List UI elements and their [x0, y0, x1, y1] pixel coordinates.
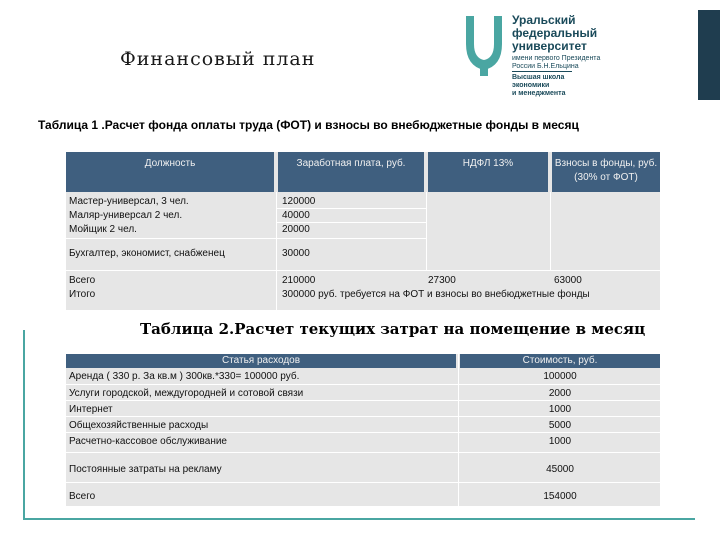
table1-header-cell: Заработная плата, руб. [278, 152, 424, 192]
table1-position-cell: Маляр-универсал 2 чел. [69, 210, 183, 221]
table2-ads-cost: 45000 [546, 464, 574, 475]
premises-costs-table [66, 354, 660, 506]
slide-title: Финансовый план [120, 48, 316, 70]
table-divider [66, 432, 660, 433]
table2-cost-cell: 5000 [548, 420, 572, 431]
table1-salary-cell: 20000 [282, 224, 310, 235]
corner-decoration-bar [698, 10, 720, 100]
table2-cost-cell: 1000 [548, 404, 572, 415]
table1-position-cell: Мастер-универсал, 3 чел. [69, 196, 189, 207]
table1-total-label: Всего [69, 275, 96, 286]
table1-total-ndfl: 27300 [428, 275, 456, 286]
frame-line-left [23, 330, 25, 520]
table1-salary-cell: 120000 [282, 196, 316, 207]
logo-school-line: и менеджмента [512, 90, 566, 97]
table1-position-cell: Бухгалтер, экономист, снабженец [69, 248, 225, 259]
table2-total-label: Всего [69, 491, 96, 502]
table2-ads-label: Постоянные затраты на рекламу [69, 464, 222, 475]
logo-school-line: экономики [512, 82, 550, 89]
logo-text-line: Уральский [512, 13, 576, 27]
table2-item-cell: Услуги городской, междугородней и сотовой связи [69, 388, 304, 399]
logo-divider [512, 71, 572, 72]
table2-header-cell: Стоимость, руб. [460, 354, 660, 368]
table-divider [66, 270, 660, 271]
table-divider [66, 416, 660, 417]
table1-salary-cell: 40000 [282, 210, 310, 221]
table2-item-cell: Интернет [69, 404, 113, 415]
table2-caption: Таблица 2.Расчет текущих затрат на помещение в месяц [140, 320, 646, 338]
table-divider [66, 384, 660, 385]
table1-total-contrib: 63000 [554, 275, 582, 286]
table2-item-cell: Расчетно-кассовое обслуживание [69, 436, 227, 447]
logo-subtext-line: имени первого Президента [512, 55, 601, 62]
table2-item-cell: Общехозяйственные расходы [69, 420, 209, 431]
table-divider [66, 482, 660, 483]
table2-header-cell: Статья расходов [66, 354, 456, 368]
table2-cost-cell: 1000 [548, 436, 572, 447]
frame-line-bottom [23, 518, 695, 520]
table1-position-cell: Мойщик 2 чел. [69, 224, 137, 235]
table1-header-cell: Должность [66, 152, 274, 192]
table1-itogo-text: 300000 руб. требуется на ФОТ и взносы во внебюджетные фонды [282, 289, 590, 300]
table-divider [426, 192, 427, 270]
table1-caption: Таблица 1 .Расчет фонда оплаты труда (ФОТ) и взносы во внебюджетные фонды в месяц [38, 118, 579, 132]
university-logo [462, 14, 622, 104]
table-divider [66, 238, 426, 239]
table-divider [276, 192, 277, 310]
table2-total-cost: 154000 [543, 491, 577, 502]
table1-salary-cell: 30000 [282, 248, 310, 259]
table1-header-cell: НДФЛ 13% [428, 152, 548, 192]
logo-text-line: федеральный [512, 26, 598, 40]
payroll-table [66, 152, 660, 310]
table1-header-cell: Взносы в фонды, руб. (30% от ФОТ) [552, 152, 660, 192]
table-divider [66, 400, 660, 401]
table-divider [458, 354, 459, 506]
logo-subtext-line: России Б.Н.Ельцина [512, 63, 579, 70]
table-divider [66, 452, 660, 453]
table2-item-cell: Аренда ( 330 р. За кв.м ) 300кв.*330= 100000 руб. [69, 371, 300, 382]
logo-text-line: университет [512, 39, 587, 53]
table-divider [550, 192, 551, 270]
table1-total-salary: 210000 [282, 275, 316, 286]
table2-cost-cell: 100000 [543, 371, 577, 382]
table2-cost-cell: 2000 [548, 388, 572, 399]
university-logo-mark-icon [462, 14, 506, 76]
logo-school-line: Высшая школа [512, 74, 565, 81]
table1-itogo-label: Итого [69, 289, 96, 300]
